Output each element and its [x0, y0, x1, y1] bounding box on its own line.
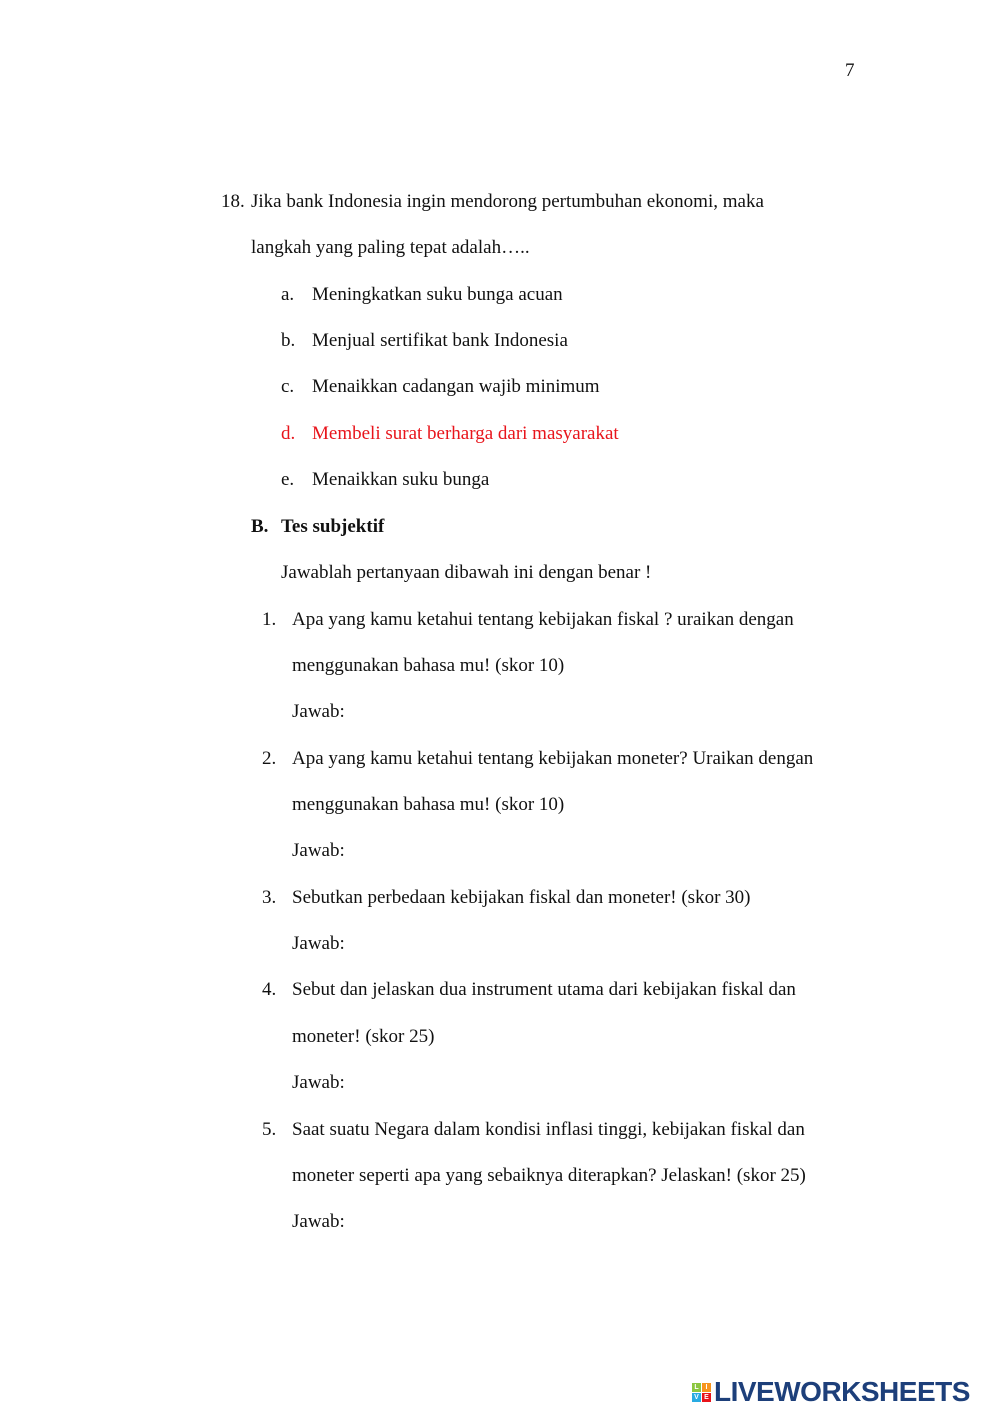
essay-number: 4. [262, 979, 277, 1000]
option-b[interactable]: Menjual sertifikat bank Indonesia [312, 330, 568, 351]
option-c-letter: c. [281, 376, 295, 397]
liveworksheets-logo [692, 1376, 970, 1408]
page-number: 7 [845, 60, 855, 81]
question-number: 18. [221, 191, 245, 212]
essay-number: 3. [262, 887, 277, 908]
essay-question: Sebut dan jelaskan dua instrument utama dari kebijakan fiskal dan [292, 979, 796, 1000]
essay-number: 5. [262, 1119, 277, 1140]
essay-number: 1. [262, 609, 277, 630]
option-a[interactable]: Meningkatkan suku bunga acuan [312, 284, 563, 305]
section-letter: B. [251, 516, 269, 537]
essay-number: 2. [262, 748, 277, 769]
essay-question: Apa yang kamu ketahui tentang kebijakan fiskal ? uraikan dengan [292, 609, 794, 630]
option-a-letter: a. [281, 284, 295, 305]
tile-l: L [692, 1383, 701, 1392]
essay-question: menggunakan bahasa mu! (skor 10) [292, 794, 565, 815]
essay-question: moneter! (skor 25) [292, 1026, 435, 1047]
option-e[interactable]: Menaikkan suku bunga [312, 469, 490, 490]
essay-question: Saat suatu Negara dalam kondisi inflasi tinggi, kebijakan fiskal dan [292, 1119, 805, 1140]
answer-label[interactable]: Jawab: [292, 933, 345, 954]
option-b-letter: b. [281, 330, 296, 351]
essay-question: Apa yang kamu ketahui tentang kebijakan moneter? Uraikan dengan [292, 748, 814, 769]
essay-question: moneter seperti apa yang sebaiknya diterapkan? Jelaskan! (skor 25) [292, 1165, 806, 1186]
tile-e: E [702, 1393, 711, 1402]
option-d-correct[interactable]: Membeli surat berharga dari masyarakat [312, 423, 619, 444]
question-text: Jika bank Indonesia ingin mendorong pertumbuhan ekonomi, maka [251, 191, 764, 212]
logo-text: LIVEWORKSHEETS [714, 1376, 970, 1407]
answer-label[interactable]: Jawab: [292, 1211, 345, 1232]
answer-label[interactable]: Jawab: [292, 1072, 345, 1093]
answer-label[interactable]: Jawab: [292, 840, 345, 861]
tile-i: I [702, 1383, 711, 1392]
question-text: langkah yang paling tepat adalah….. [251, 237, 530, 258]
live-tiles-icon [692, 1383, 711, 1402]
option-c[interactable]: Menaikkan cadangan wajib minimum [312, 376, 600, 397]
option-e-letter: e. [281, 469, 295, 490]
essay-question: Sebutkan perbedaan kebijakan fiskal dan moneter! (skor 30) [292, 887, 751, 908]
option-d-letter: d. [281, 423, 296, 444]
section-instruction: Jawablah pertanyaan dibawah ini dengan benar ! [281, 562, 652, 583]
section-title: Tes subjektif [281, 516, 385, 537]
tile-v: V [692, 1393, 701, 1402]
essay-question: menggunakan bahasa mu! (skor 10) [292, 655, 565, 676]
answer-label[interactable]: Jawab: [292, 701, 345, 722]
